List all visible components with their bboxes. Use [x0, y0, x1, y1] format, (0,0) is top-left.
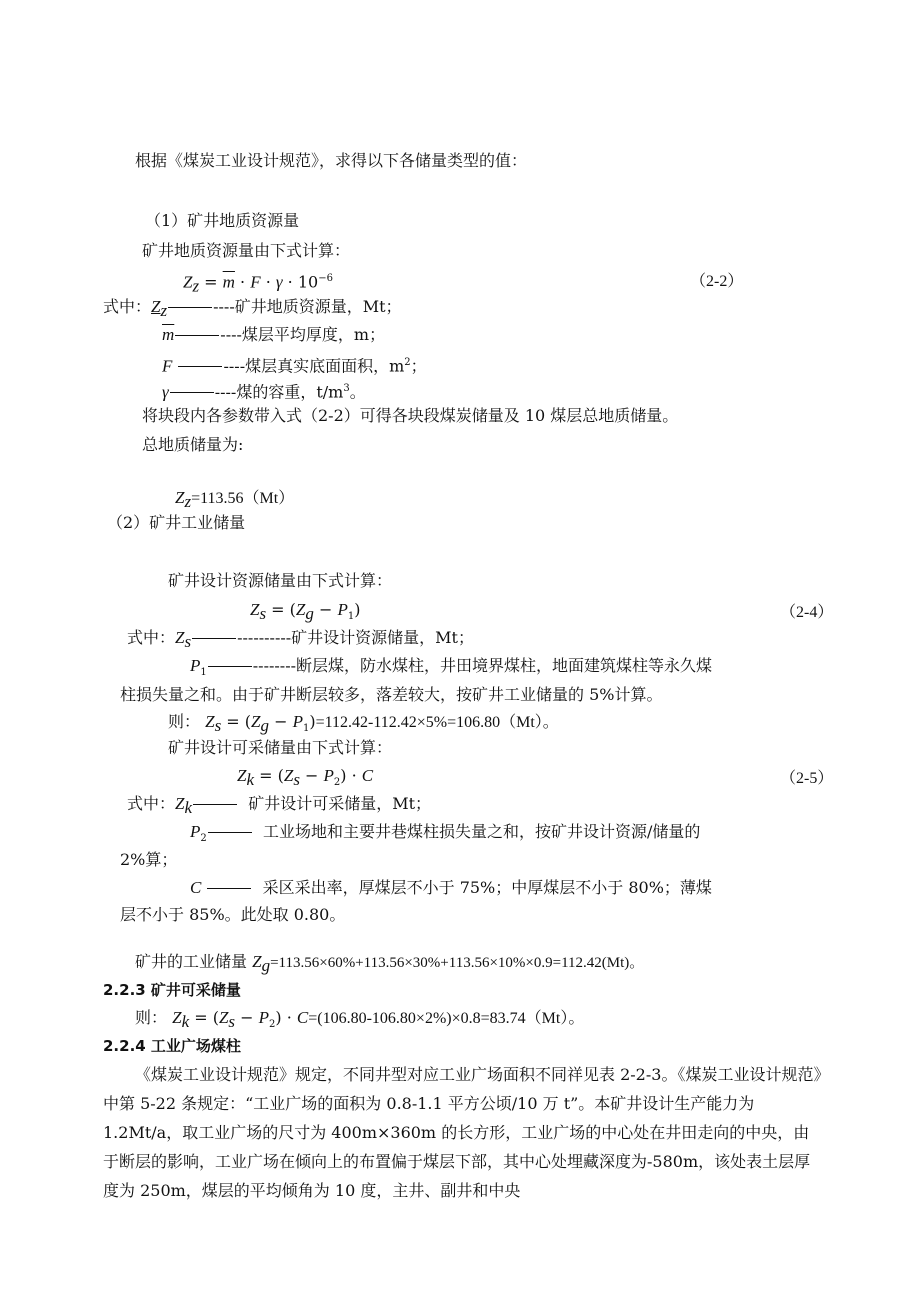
substitute-text: 将块段内各参数带入式（2-2）可得各块段煤炭储量及 10 煤层总地质储量。 [142, 406, 679, 425]
def-zz: 式中：$Z_z$ ----矿井地质资源量，Mt； [103, 297, 402, 321]
def-gamma: γ ----煤的容重，$t/m^3$。 [162, 382, 366, 402]
geo-calc-text: 矿井地质资源量由下式计算： [142, 241, 351, 260]
where-label: 式中： [103, 297, 152, 316]
section-2-title: （2）矿井工业储量 [107, 513, 246, 532]
def-c-line1: C 采区采出率，厚煤层不小于 75%；中厚煤层不小于 80%；薄煤 [190, 878, 712, 897]
def-p2-line2: 2%算； [120, 850, 178, 869]
equation-2-5: $Z_k = (Z_s - P_2) \cdot C$ [237, 766, 374, 790]
equation-number-2-2: （2-2） [690, 273, 744, 290]
equation-2-2: $Z_z = \overline{m} \cdot F \cdot \gamma \cdot 10^{-6}$ [183, 272, 333, 296]
def-zk: 式中：$Z_k$ 矿井设计可采储量，Mt； [127, 794, 432, 818]
heading-2-2-4: 2.2.4 工业广场煤柱 [103, 1037, 241, 1055]
industrial-reserve: 矿井的工业储量 $Z_g=113.56\times 60\%+113.56\times 30\%+113.56\times 10\%\times 0.9=112.42(Mt)$。 [135, 952, 645, 976]
total-label: 总地质储量为: [142, 435, 244, 454]
def-f: F ----煤层真实底面面积，$m^2$； [162, 356, 427, 376]
result-zk: 则： $Z_k = (Z_s - P_2) \cdot C=(106.80-106.80\times 2\%)\times 0.8=83.74(Mt)$。 [135, 1008, 585, 1032]
def-p2-line1: $P_2$ 工业场地和主要井巷煤柱损失量之和，按矿井设计资源/储量的 [190, 822, 701, 845]
def-zs: 式中：$Z_s$ ----------矿井设计资源储量，Mt； [127, 628, 474, 652]
equation-number-2-5: （2-5） [780, 770, 834, 787]
equation-number-2-4: （2-4） [780, 604, 834, 621]
equation-2-4: $Z_s = (Z_g - P_1)$ [250, 600, 361, 624]
def-c-line2: 层不小于 85%。此处取 0.80。 [120, 905, 346, 924]
mineable-calc-text: 矿井设计可采储量由下式计算： [168, 738, 393, 757]
def-m: $\overline{m}$ ----煤层平均厚度，m； [162, 325, 386, 344]
industrial-plaza-paragraph: 《煤炭工业设计规范》规定，不同井型对应工业广场面积不同祥见表 2-2-3。《煤炭工业设计规范》中第 5-22 条规定：“工业广场的面积为 0.8-1.1 平方公顷/10 万 t”。本矿井设计生产能力为 1.2Mt/a，取工业广场的尺寸为 400m×360m 的长方形，工业广场的中心处在井田走向的中央，由于断层的影响，工业广场在倾向上的布置偏于煤层下部，其中心处埋藏深度为-580m，该处表土层厚度为 250m，煤层的平均倾角为 10 度，主井、副井和中央 [103, 1065, 822, 1200]
heading-2-2-3: 2.2.3 矿井可采储量 [103, 981, 241, 999]
intro-text: 根据《煤炭工业设计规范》，求得以下各储量类型的值： [135, 151, 528, 170]
design-calc-text: 矿井设计资源储量由下式计算： [168, 571, 393, 590]
section-1-title: （1）矿井地质资源量 [145, 211, 300, 230]
total-value: $Z_z=113.56(Mt)$ [175, 488, 295, 512]
def-p1-line1: $P_1$ --------断层煤，防水煤柱，井田境界煤柱，地面建筑煤柱等永久煤 [190, 656, 713, 679]
result-zs: 则： $Z_s = (Z_g - P_1)=112.42-112.42\times 5\%=106.80(Mt)$。 [168, 712, 559, 736]
def-p1-line2: 柱损失量之和。由于矿井断层较多，落差较大，按矿井工业储量的 5%计算。 [120, 685, 663, 704]
